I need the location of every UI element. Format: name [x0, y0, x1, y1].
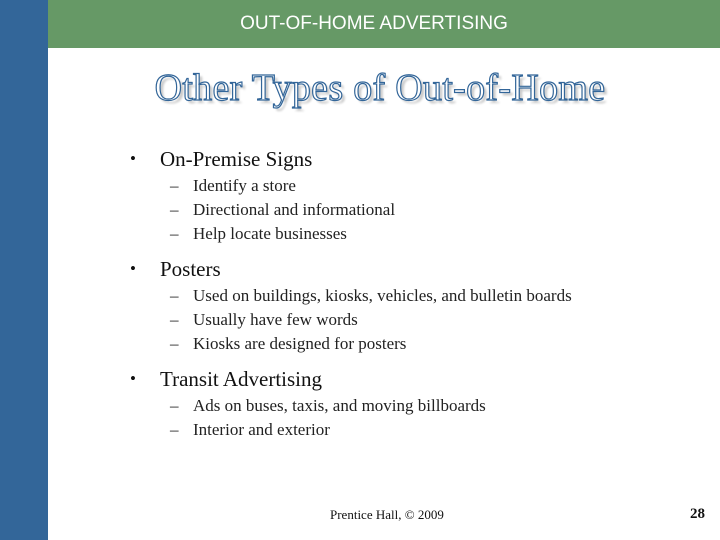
sub-item	[130, 284, 690, 308]
dash-icon: –	[170, 200, 179, 219]
sub-item-text: Directional and informational	[193, 200, 396, 219]
sub-item-text: Usually have few words	[193, 310, 358, 329]
dash-icon: –	[170, 396, 179, 415]
page-number: 28	[690, 506, 705, 522]
bullet-section	[130, 364, 690, 442]
bullet-section	[130, 254, 690, 356]
sub-item-text: Used on buildings, kiosks, vehicles, and bulletin boards	[193, 286, 572, 305]
sub-item	[130, 308, 690, 332]
bullet-item	[130, 254, 690, 284]
dash-icon: –	[170, 420, 179, 439]
sub-item	[130, 222, 690, 246]
footer-credit: Prentice Hall, © 2009	[330, 507, 444, 522]
sub-item-text: Kiosks are designed for posters	[193, 334, 407, 353]
bullet-icon: •	[130, 259, 136, 278]
bullet-content	[130, 144, 690, 450]
sub-item	[130, 332, 690, 356]
bullet-section	[130, 144, 690, 246]
dash-icon: –	[170, 334, 179, 353]
bullet-label: Transit Advertising	[160, 367, 322, 391]
dash-icon: –	[170, 176, 179, 195]
sub-item	[130, 394, 690, 418]
bullet-icon: •	[130, 149, 136, 168]
sub-list	[130, 284, 690, 356]
dash-icon: –	[170, 224, 179, 243]
sub-item-text: Ads on buses, taxis, and moving billboards	[193, 396, 486, 415]
dash-icon: –	[170, 286, 179, 305]
bullet-label: On-Premise Signs	[160, 147, 313, 171]
sub-item-text: Help locate businesses	[193, 224, 347, 243]
left-accent-bar	[0, 0, 48, 540]
sub-item-text: Identify a store	[193, 176, 296, 195]
bullet-item	[130, 144, 690, 174]
dash-icon: –	[170, 310, 179, 329]
sub-list	[130, 174, 690, 246]
bullet-icon: •	[130, 369, 136, 388]
sub-item	[130, 198, 690, 222]
slide-title: Other Types of Out-of-Home	[154, 67, 606, 109]
bullet-label: Posters	[160, 257, 221, 281]
sub-list	[130, 394, 690, 442]
sub-item-text: Interior and exterior	[193, 420, 330, 439]
sub-item	[130, 174, 690, 198]
bullet-item	[130, 364, 690, 394]
header-label: OUT-OF-HOME ADVERTISING	[240, 13, 508, 34]
sub-item	[130, 418, 690, 442]
